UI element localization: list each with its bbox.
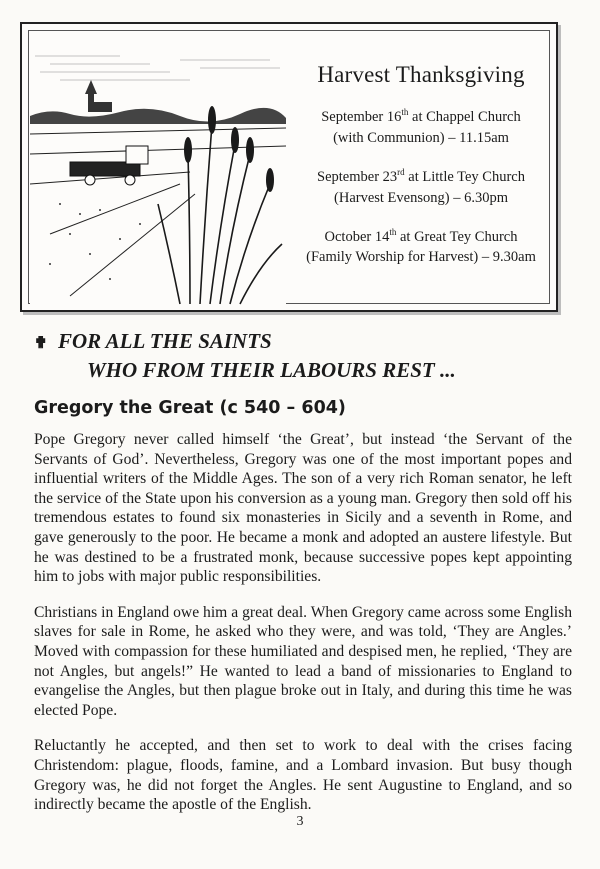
article-paragraph: Christians in England owe him a great deal. When Gregory came across some English slaves for sale in Rome, he asked who they were, and was told, ‘They are Angles.’ Moved with compassion for these humiliated and despised men, he replied, ‘They are not Angles, but angels!” He wanted to lead a band of missionaries to England to evangelise the Angles, but then plague broke out in Italy, and during this time he was elected Pope. (34, 603, 572, 719)
article-paragraph: Pope Gregory never called himself ‘the Great’, but instead ‘the Servant of the Servants of God’. Nevertheless, Gregory was one of the most important popes and influential writers of the Middle Ages. The son of a very rich Roman senator, he left the service of the State upon his conversion as a young man. Gregory then sold off his tremendous estates to found six monasteries in Sicily and a seventh in Rome, and gave generously to the poor. He became a monk and adopted an austere lifestyle. But he was destined to be a frustrated monk, because successive popes kept appointing him to jobs with major public responsibilities. (34, 431, 572, 586)
date-suffix: th (389, 226, 397, 237)
article-paragraph: Reluctantly he accepted, and then set to work to deal with the crises facing Christendom: plague, floods, famine, and a Lombard invasion. But busy though Gregory was, he did not forget the Angles. He sent Augustine to England, and so indirectly became the apostle of the English. (34, 737, 572, 814)
heading-line-2: WHO FROM THEIR LABOURS REST ... (87, 358, 456, 382)
article-title: Gregory the Great (c 540 – 604) (34, 398, 346, 418)
article-body (34, 430, 572, 831)
date-suffix: rd (397, 166, 405, 177)
service-chappel (290, 102, 552, 149)
harvest-field-illustration (30, 34, 286, 306)
heading-line-1: FOR ALL THE SAINTS (58, 329, 272, 353)
service-place: at Little Tey Church (404, 168, 525, 185)
service-place: at Chappel Church (408, 108, 521, 125)
date-suffix: th (401, 107, 409, 117)
service-great-tey (290, 222, 552, 269)
service-date: October 14 (324, 228, 390, 245)
service-place: at Great Tey Church (396, 228, 518, 245)
cross-icon: ✟ (34, 335, 48, 352)
service-little-tey (290, 162, 552, 209)
harvest-details (290, 62, 552, 281)
service-date: September 23 (317, 168, 398, 185)
harvest-thanksgiving-box (20, 22, 558, 312)
page-number: 3 (296, 814, 304, 829)
service-detail: (with Communion) – 11.15am (333, 129, 509, 146)
saints-section-heading (34, 328, 574, 383)
service-date: September 16 (321, 108, 402, 125)
service-detail: (Harvest Evensong) – 6.30pm (334, 189, 508, 206)
service-detail: (Family Worship for Harvest) – 9.30am (306, 249, 536, 266)
harvest-title: Harvest Thanksgiving (317, 62, 525, 87)
